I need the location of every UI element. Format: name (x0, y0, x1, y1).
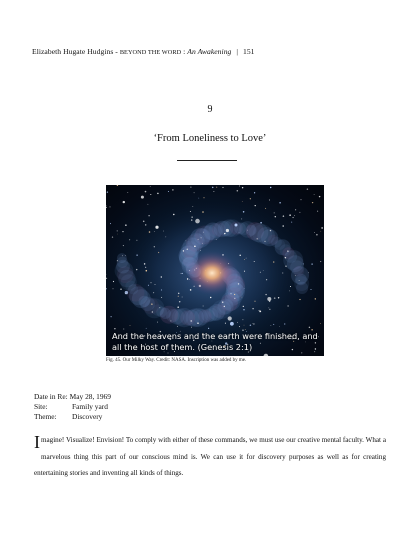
star (243, 306, 244, 307)
star (145, 191, 147, 193)
star (252, 323, 253, 324)
header-book-title: BEYOND THE WORD (119, 49, 182, 56)
star (265, 208, 266, 209)
star (168, 353, 169, 354)
star (191, 219, 192, 220)
star (264, 354, 269, 356)
star (112, 236, 113, 237)
star (203, 232, 204, 233)
header-divider: | (236, 47, 238, 56)
star (295, 209, 296, 210)
star (136, 254, 137, 255)
star (238, 283, 239, 284)
star (320, 323, 321, 324)
star (186, 241, 187, 242)
star (255, 205, 256, 206)
star (110, 223, 111, 224)
star (170, 320, 171, 321)
star (269, 309, 270, 310)
star (150, 186, 151, 187)
star (314, 194, 315, 195)
star (125, 255, 126, 256)
star (275, 216, 276, 217)
star (163, 231, 164, 232)
star (317, 211, 318, 212)
star (234, 298, 235, 299)
star (247, 230, 248, 231)
star (144, 263, 146, 265)
star (208, 328, 209, 329)
star (136, 240, 137, 241)
star (291, 222, 292, 223)
star (285, 257, 286, 258)
star (191, 320, 192, 321)
star (168, 191, 169, 192)
star (194, 192, 195, 193)
star (161, 289, 162, 290)
star (308, 272, 309, 273)
star (242, 187, 243, 188)
star (155, 284, 156, 285)
star (109, 206, 110, 207)
theme-value: Discovery (72, 412, 103, 422)
star (183, 250, 184, 251)
star (146, 270, 148, 272)
entry-metadata (34, 392, 111, 423)
star (315, 298, 316, 299)
header-page-number: 151 (242, 47, 255, 56)
star (199, 198, 200, 199)
star (157, 193, 159, 195)
star (122, 255, 123, 256)
star (241, 218, 242, 219)
star (106, 288, 107, 289)
star (129, 239, 130, 240)
star (279, 326, 280, 327)
body-paragraph (34, 432, 386, 482)
star (136, 269, 137, 270)
star (320, 231, 321, 232)
star (264, 241, 265, 242)
star (117, 230, 118, 231)
star (226, 229, 229, 232)
star (177, 326, 178, 327)
star (212, 187, 214, 189)
star (182, 297, 183, 298)
star (269, 200, 270, 201)
star (237, 190, 239, 192)
star (279, 202, 281, 204)
star (187, 249, 189, 251)
star (198, 239, 199, 240)
chapter-number: 9 (207, 104, 213, 115)
star (106, 278, 107, 279)
header-title-separator: : (181, 47, 188, 56)
star (210, 297, 211, 298)
star (265, 294, 266, 295)
star (125, 224, 127, 226)
star (239, 186, 240, 187)
star (254, 192, 255, 193)
arm-glow (117, 253, 127, 263)
star (111, 316, 112, 317)
star (270, 187, 271, 188)
star (243, 309, 244, 310)
star (120, 289, 121, 290)
chapter-title: ‘From Loneliness to Love’ (153, 133, 267, 144)
arm-glow (296, 282, 308, 294)
star (125, 291, 128, 294)
star (123, 329, 124, 330)
date-label: Date in Re: (34, 392, 68, 401)
star (309, 327, 310, 328)
star (250, 198, 251, 199)
star (172, 189, 173, 190)
star (285, 265, 286, 266)
star (260, 272, 261, 273)
star (299, 299, 300, 300)
star (106, 207, 107, 208)
star (243, 211, 245, 213)
star (117, 185, 118, 186)
star (287, 305, 288, 306)
star (239, 326, 240, 327)
star (301, 352, 302, 353)
star (254, 261, 255, 262)
galaxy-core (186, 251, 238, 295)
star (216, 239, 217, 240)
star (234, 294, 235, 295)
star (287, 250, 289, 252)
star (289, 291, 290, 292)
star (278, 297, 279, 298)
star (237, 322, 238, 323)
star (203, 306, 204, 307)
site-label: Site: (34, 402, 48, 412)
star (191, 327, 192, 328)
star (141, 196, 144, 199)
star (225, 323, 226, 324)
star (150, 194, 151, 195)
star (282, 273, 283, 274)
star (123, 201, 125, 203)
star (195, 219, 200, 224)
theme-label: Theme: (34, 412, 57, 422)
star (301, 199, 302, 200)
star (314, 232, 315, 233)
star (123, 245, 124, 246)
star (303, 263, 304, 264)
star (178, 296, 179, 297)
star (244, 288, 245, 289)
star (320, 261, 321, 262)
date-value: May 28, 1969 (69, 392, 111, 401)
star (155, 226, 158, 229)
star (253, 323, 254, 324)
star (244, 259, 245, 260)
star (222, 301, 223, 302)
star (239, 255, 240, 256)
star (319, 196, 320, 197)
star (154, 231, 155, 232)
star (307, 188, 308, 189)
star (106, 206, 107, 207)
body-text: magine! Visualize! Envision! To comply with either of these commands, we must use our creative mental faculty. What a marvelous thing this part of our conscious mind is. We can use it for discovery purposes as well as for creating entertaining stories and inventing all kinds of things. (34, 436, 386, 477)
star (194, 246, 196, 248)
star (117, 260, 118, 261)
star (127, 192, 128, 193)
star (190, 211, 191, 212)
star (230, 322, 234, 326)
star (224, 306, 225, 307)
star (292, 217, 293, 218)
star (244, 271, 245, 272)
star (148, 204, 149, 205)
header-book-subtitle: An Awakening (187, 47, 232, 56)
star (259, 311, 260, 312)
star (150, 282, 151, 283)
date-row (34, 392, 111, 402)
star (316, 234, 318, 236)
star (239, 232, 240, 233)
star (294, 215, 295, 216)
star (161, 297, 162, 298)
star (203, 197, 204, 198)
figure-caption: Fig. 45. Our Milky Way. Credit: NASA. Inscription was added by me. (106, 358, 247, 363)
star (182, 273, 183, 274)
star (161, 276, 162, 277)
star (159, 307, 160, 308)
star (266, 279, 267, 280)
star (299, 280, 300, 281)
star (107, 191, 108, 192)
star (282, 225, 284, 227)
star (152, 311, 153, 312)
star (299, 212, 300, 213)
star (244, 325, 245, 326)
star (117, 234, 118, 235)
star (192, 206, 193, 207)
star (165, 237, 166, 238)
star (197, 322, 199, 324)
star (224, 233, 225, 234)
star (178, 293, 179, 294)
star (312, 202, 313, 203)
star (190, 187, 191, 188)
star (311, 289, 312, 290)
star (114, 328, 115, 329)
star (260, 222, 262, 224)
title-rule (177, 160, 237, 161)
star (157, 322, 158, 323)
star (252, 308, 254, 310)
star (268, 308, 269, 309)
star (145, 267, 146, 268)
theme-row (34, 412, 111, 422)
star (151, 303, 152, 304)
star (177, 306, 179, 308)
star (274, 212, 275, 213)
star (154, 246, 155, 247)
star (222, 187, 223, 188)
star (250, 325, 252, 327)
star (263, 270, 264, 271)
star (284, 323, 285, 324)
star (153, 292, 154, 293)
star (173, 214, 174, 215)
star (245, 329, 246, 330)
star (257, 238, 258, 239)
star (145, 224, 147, 226)
running-header (32, 47, 255, 56)
star (242, 201, 243, 202)
star (149, 231, 151, 233)
star (228, 316, 232, 320)
galaxy-image (106, 185, 324, 356)
drop-cap: I (34, 432, 40, 452)
star (179, 301, 180, 302)
star (122, 231, 123, 232)
star (289, 214, 291, 216)
star (259, 310, 260, 311)
star (213, 191, 214, 192)
star (190, 289, 192, 291)
star (113, 281, 114, 282)
star (267, 297, 271, 301)
site-row (34, 402, 111, 412)
star (143, 221, 145, 223)
star (148, 285, 149, 286)
star (274, 297, 276, 299)
star (216, 187, 217, 188)
star (273, 261, 275, 263)
star (283, 215, 285, 217)
star (235, 224, 238, 227)
star (321, 227, 322, 228)
star (125, 293, 126, 294)
star (230, 293, 231, 294)
site-value: Family yard (72, 402, 108, 412)
star (146, 328, 147, 329)
star (202, 211, 204, 213)
star (271, 325, 272, 326)
star (246, 258, 247, 259)
star (192, 217, 193, 218)
star (242, 319, 243, 320)
star (158, 252, 159, 253)
star (148, 215, 149, 216)
star (290, 286, 291, 287)
image-inscription: And the heavens and the earth were finished, and all the host of them. (Genesis 2:1) (112, 331, 318, 352)
header-author: Elizabeth Hugate Hudgins - (32, 47, 120, 56)
star (254, 301, 255, 302)
star (202, 243, 203, 244)
star (270, 230, 271, 231)
star (295, 275, 296, 276)
star (201, 237, 202, 238)
star (273, 324, 274, 325)
star (181, 273, 182, 274)
star (311, 263, 312, 264)
star (130, 325, 131, 326)
star (200, 250, 201, 251)
star (241, 297, 242, 298)
star (113, 288, 114, 289)
